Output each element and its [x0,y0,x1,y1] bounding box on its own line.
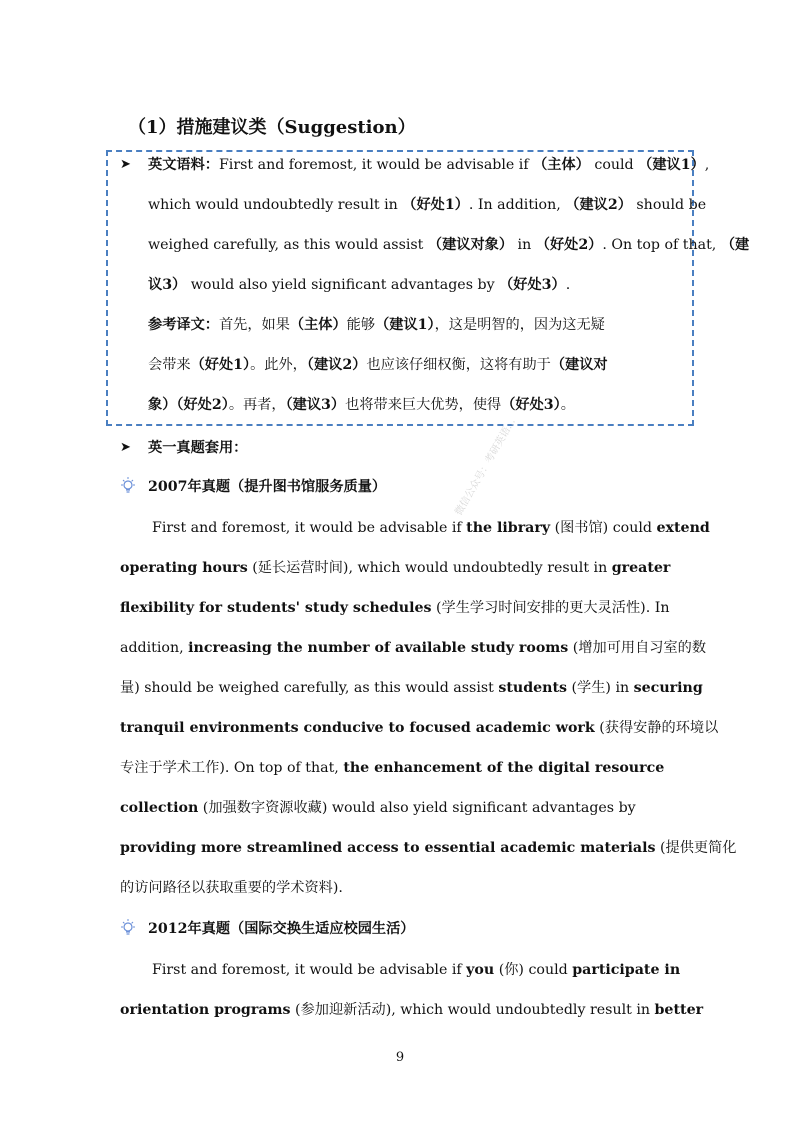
example2-heading: 2012年真题（国际交换生适应校园生活） [148,921,415,937]
arrow-bullet-icon: ➤ [120,157,131,172]
example1-line-4: addition, increasing the number of available study rooms (增加可用自习室的数 [120,640,707,656]
example1-line-6: tranquil environments conducive to focused academic work (获得安静的环境以 [120,720,719,736]
example1-line-1: First and foremost, it would be advisable if the library (图书馆) could extend [152,520,710,536]
example1-heading: 2007年真题（提升图书馆服务质量） [148,479,387,495]
template-label: 英文语料： [148,157,219,173]
example1-line-8: collection (加强数字资源收藏) would also yield significant advantages by [120,800,636,816]
lightbulb-icon [118,918,138,938]
translation-label: 参考译文： [148,317,219,333]
usage-heading: 英一真题套用： [148,440,248,456]
translation-line-2: 会带来（好处1）。此外，（建议2）也应该仔细权衡，这将有助于（建议对 [148,357,608,373]
example1-line-3: flexibility for students' study schedules (学生学习时间安排的更大灵活性). In [120,600,670,616]
template-line-1: 英文语料：First and foremost, it would be advisable if （主体） could （建议1）, [148,157,710,173]
example1-line-5: 量) should be weighed carefully, as this would assist students (学生) in securing [120,680,703,696]
page-number: 9 [395,1050,405,1065]
translation-line-1: 参考译文：首先，如果（主体）能够（建议1），这是明智的，因为这无疑 [148,317,605,333]
template-line-4: 议3） would also yield significant advantages by （好处3）. [148,277,571,293]
example1-line-9: providing more streamlined access to essential academic materials (提供更简化 [120,840,737,856]
lightbulb-icon [118,476,138,496]
watermark: 微信公众号：考研英语… [453,416,518,518]
example1-line-10: 的访问路径以获取重要的学术资料). [120,880,343,896]
example2-line-1: First and foremost, it would be advisable if you (你) could participate in [152,962,681,978]
example2-line-2: orientation programs (参加迎新活动), which would undoubtedly result in better [120,1002,704,1018]
arrow-bullet-icon: ➤ [120,440,131,455]
example1-line-7: 专注于学术工作). On top of that, the enhancement of the digital resource [120,760,665,776]
example1-line-2: operating hours (延长运营时间), which would undoubtedly result in greater [120,560,671,576]
template-line-3: weighed carefully, as this would assist （建议对象） in （好处2）. On top of that, （建 [148,237,750,253]
section-title: （1）措施建议类（Suggestion） [128,117,416,138]
template-line-2: which would undoubtedly result in （好处1）. In addition, （建议2） should be [148,197,707,213]
translation-line-3: 象）（好处2）。再者，（建议3）也将带来巨大优势，使得（好处3）。 [148,397,575,413]
